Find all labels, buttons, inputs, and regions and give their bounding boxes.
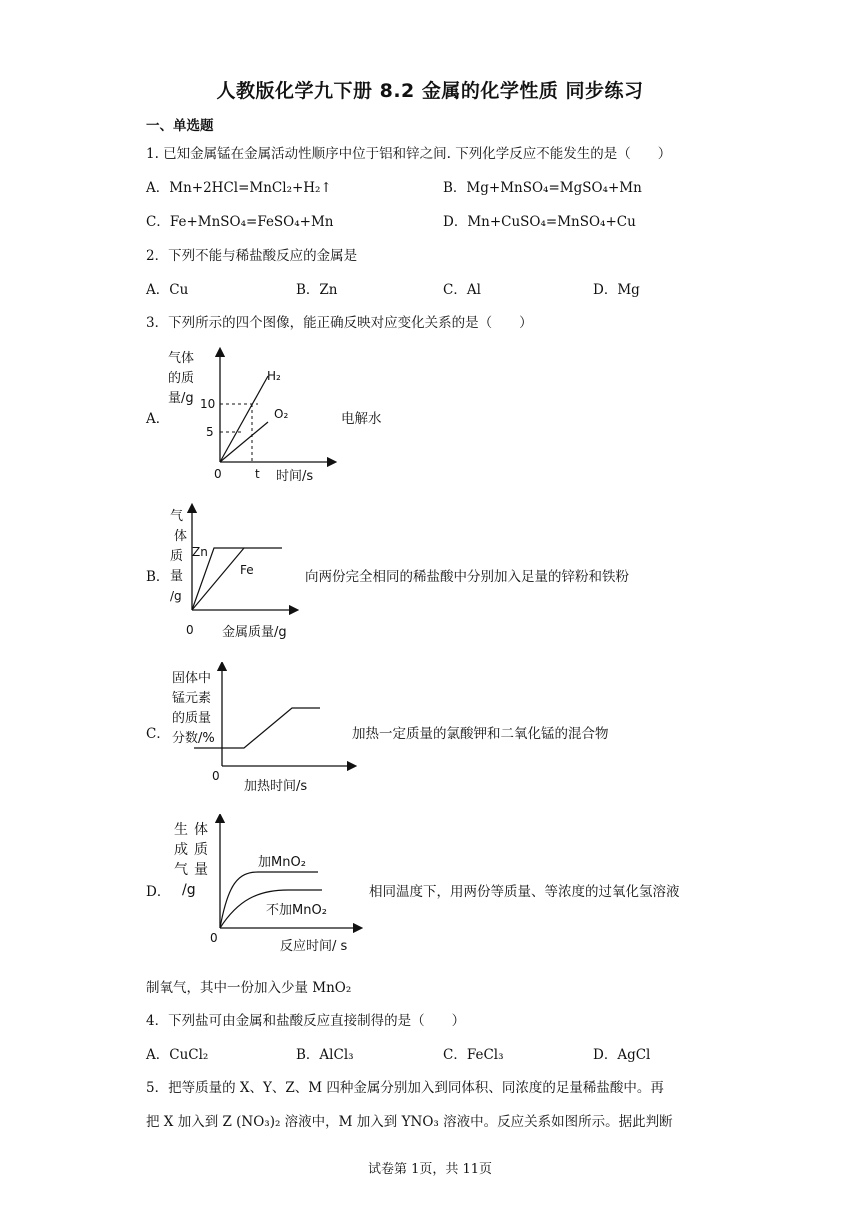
x-label: 加热时间/s [244,779,308,794]
origin-label: 0 [210,931,218,945]
q3-c-letter: C． [146,726,170,742]
y-label-left-3: 气 [174,862,188,878]
q1-stem: 1. 已知金属锰在金属活动性顺序中位于铝和锌之间. 下列化学反应不能发生的是（ ） [146,146,672,162]
without-mno2-label: 不加MnO₂ [266,903,327,918]
y-label-1: 气体 [168,351,195,366]
q4-option-d: D．AgCl [593,1047,651,1063]
q3-b-graph [164,502,308,642]
zn-label: Zn [192,545,208,559]
origin-label: 0 [186,623,194,637]
q3-d-graph [168,814,368,956]
q1-option-b: B．Mg+MnSO₄=MgSO₄+Mn [443,180,642,196]
y-label-1: 固体中 [172,671,212,686]
q1-option-d: D．Mn+CuSO₄=MnSO₄+Cu [443,214,636,230]
h2-label: H₂ [267,369,281,383]
q3-d-letter: D． [146,884,171,900]
q2-option-d: D．Mg [593,282,640,298]
q3-a-letter: A． [146,411,170,427]
q5-line-2: 把 X 加入到 Z (NO₃)₂ 溶液中，M 加入到 YNO₃ 溶液中。反应关系如图所示。据此判断 [146,1114,673,1130]
with-mno2-curve [220,872,318,928]
h2-line [220,376,268,462]
q5-line-1: 5．把等质量的 X、Y、Z、M 四种金属分别加入到同体积、同浓度的足量稀盐酸中。再 [146,1080,664,1096]
with-mno2-label: 加MnO₂ [258,855,306,870]
y-label-2: 体 [174,529,188,544]
section-heading: 一、单选题 [146,118,214,134]
x-label: 反应时间/ s [280,939,348,954]
y-label-3: 量/g [168,391,194,406]
q1-option-c: C．Fe+MnSO₄=FeSO₄+Mn [146,214,334,230]
q4-option-c: C．FeCl₃ [443,1047,504,1063]
y-tick-5: 5 [206,425,214,439]
y-label-4: 量 [170,569,184,584]
q1-option-a: A．Mn+2HCl=MnCl₂+H₂↑ [146,180,332,196]
page-footer: 试卷第 1页，共 11页 [367,1162,493,1177]
fe-label: Fe [240,563,254,577]
x-label: 时间/s [276,469,314,484]
x-label: 金属质量/g [222,625,287,640]
page-title: 人教版化学九下册 8.2 金属的化学性质 同步练习 [216,80,644,102]
q2-option-c: C．Al [443,282,481,298]
q3-b-letter: B． [146,569,170,585]
y-label-2: 锰元素 [172,691,212,706]
y-label-1: 气 [170,509,184,524]
o2-label: O₂ [274,407,289,421]
y-label-right-3: 量 [194,862,208,878]
q3-d-desc: 相同温度下，用两份等质量、等浓度的过氧化氢溶液 [369,884,680,900]
x-tick-t: t [255,467,260,481]
q4-option-b: B．AlCl₃ [296,1047,354,1063]
q3-a-graph [164,344,340,490]
y-label-left-2: 成 [174,842,188,858]
o2-line [220,422,268,462]
y-label-5: /g [170,589,182,603]
y-label-2: 的质 [168,371,195,386]
q3-stem: 3．下列所示的四个图像，能正确反映对应变化关系的是（ ） [146,315,533,331]
q2-stem: 2．下列不能与稀盐酸反应的金属是 [146,248,358,264]
y-label-right-2: 质 [194,842,208,858]
q4-option-a: A．CuCl₂ [146,1047,209,1063]
q3-c-graph [168,662,358,800]
q3-d-desc-cont: 制氧气，其中一份加入少量 MnO₂ [146,980,352,996]
y-label-3: 的质量 [172,711,212,726]
origin-label: 0 [214,467,222,481]
y-label-left-1: 生 [174,822,188,838]
origin-label: 0 [212,769,220,783]
q3-b-desc: 向两份完全相同的稀盐酸中分别加入足量的锌粉和铁粉 [305,569,629,585]
q3-a-desc: 电解水 [341,411,382,427]
y-label-right-1: 体 [194,822,208,838]
y-label-left-4: /g [182,882,196,898]
q3-c-desc: 加热一定质量的氯酸钾和二氧化锰的混合物 [352,726,609,742]
y-label-4: 分数/% [172,731,215,746]
q4-stem: 4．下列盐可由金属和盐酸反应直接制得的是（ ） [146,1013,466,1029]
y-tick-10: 10 [200,397,216,411]
y-label-3: 质 [170,549,184,564]
q2-option-a: A．Cu [146,282,189,298]
q2-option-b: B．Zn [296,282,338,298]
